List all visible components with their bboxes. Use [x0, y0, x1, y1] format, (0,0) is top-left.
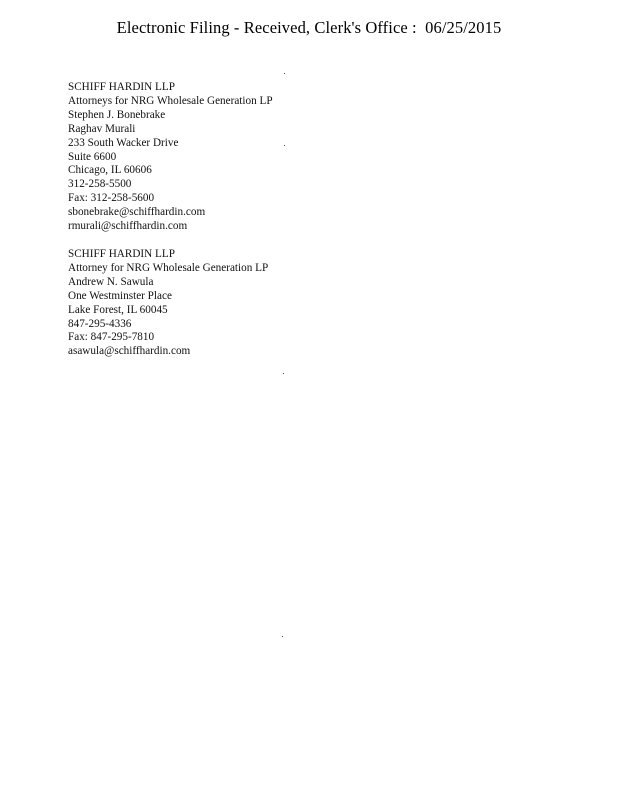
firm-name: SCHIFF HARDIN LLP — [68, 248, 175, 260]
filing-stamp-header: Electronic Filing - Received, Clerk's Office : 06/25/2015 — [116, 18, 502, 37]
representation: Attorneys for NRG Wholesale Generation LP — [68, 94, 273, 107]
attorney-name: Andrew N. Sawula — [68, 275, 154, 288]
representation: Attorney for NRG Wholesale Generation LP — [68, 261, 269, 274]
scan-speck — [283, 373, 284, 374]
phone: 847-295-4336 — [68, 317, 132, 330]
email: sbonebrake@schiffhardin.com — [68, 206, 206, 219]
street-address: 233 South Wacker Drive — [68, 136, 179, 149]
suite: Suite 6600 — [68, 150, 117, 163]
service-contact-schiff-hardin-lake-forest — [68, 248, 268, 359]
attorney-name: Stephen J. Bonebrake — [68, 108, 166, 121]
firm-name: SCHIFF HARDIN LLP — [68, 81, 175, 93]
service-contact-schiff-hardin-chicago — [68, 81, 273, 234]
city-state-zip: Chicago, IL 60606 — [68, 164, 152, 177]
fax: Fax: 847-295-7810 — [68, 331, 155, 344]
scan-speck — [284, 145, 285, 146]
attorney-name: Raghav Murali — [68, 122, 136, 135]
email: asawula@schiffhardin.com — [68, 345, 191, 358]
fax: Fax: 312-258-5600 — [68, 192, 155, 205]
city-state-zip: Lake Forest, IL 60045 — [68, 303, 168, 316]
scan-speck — [284, 73, 285, 74]
email: rmurali@schiffhardin.com — [68, 220, 188, 233]
scan-speck — [282, 636, 283, 637]
street-address: One Westminster Place — [68, 289, 172, 302]
phone: 312-258-5500 — [68, 178, 132, 191]
